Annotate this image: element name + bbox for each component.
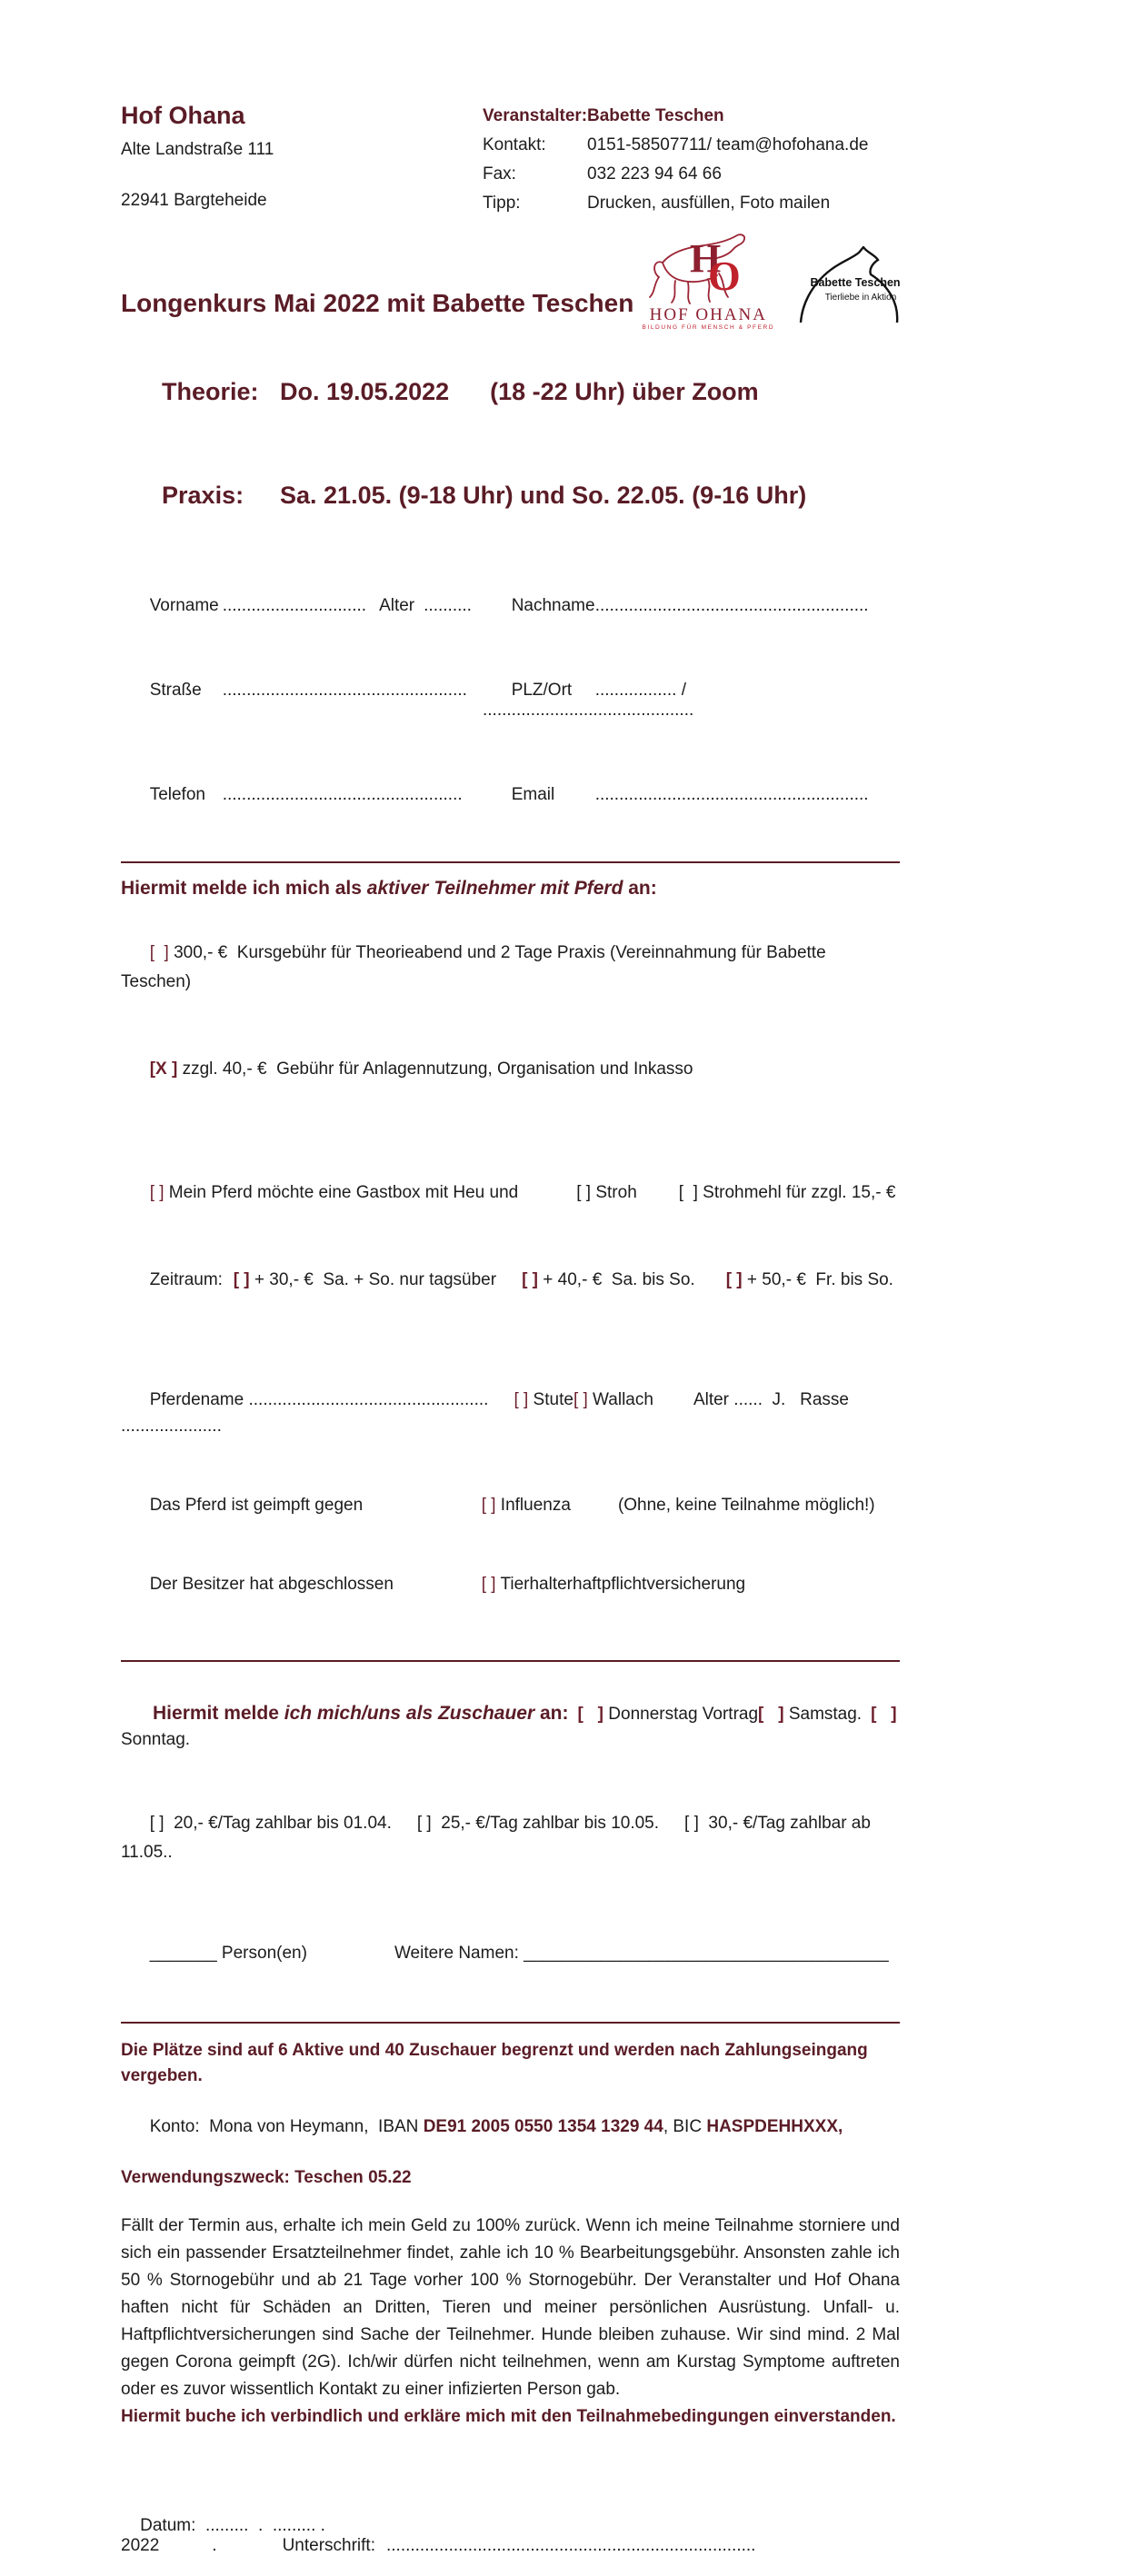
strasse-field[interactable]: ................................................... <box>222 681 467 700</box>
email-label: Email <box>511 785 555 804</box>
babette-teschen-logo <box>786 246 923 327</box>
zeitraum-label: Zeitraum: <box>149 1270 223 1289</box>
persons-row <box>121 1924 900 1984</box>
verwendungszweck: Verwendungszweck: Teschen 05.22 <box>121 2168 412 2187</box>
checkbox-sonntag[interactable]: [ ] <box>871 1705 897 1724</box>
checkbox-facility-fee[interactable]: [X ] <box>149 1059 178 1079</box>
checkbox-samstag[interactable]: [ ] <box>758 1705 784 1724</box>
stute-label: Stute <box>528 1390 573 1409</box>
plzort-label: PLZ/Ort <box>511 681 573 700</box>
names-label: Weitere Namen: <box>394 1944 524 1963</box>
nachname-field[interactable]: ......................................................... <box>594 596 869 615</box>
rasse-field[interactable]: ..................... <box>121 1417 222 1436</box>
section-divider <box>121 861 900 863</box>
checkbox-stute[interactable]: [ ] <box>514 1390 529 1409</box>
hof-ohana-logo <box>639 234 777 332</box>
plzort-slash: / <box>676 681 692 700</box>
header-left <box>121 102 483 218</box>
hof-logo-tagline: BILDUNG FÜR MENSCH & PFERD <box>642 323 775 331</box>
ort-field[interactable]: ............................................ <box>483 701 694 720</box>
active-heading-pre: Hiermit melde ich mich als <box>121 878 367 899</box>
price-30-text: 30,- €/Tag zahlbar ab 11.05.. <box>121 1814 876 1862</box>
facility-fee-text: zzgl. 40,- € Gebühr für Anlagennutzung, Organisation und Inkasso <box>177 1059 693 1079</box>
spectator-heading-post: an: <box>534 1703 569 1724</box>
spectator-section <box>121 1676 900 1984</box>
impf-note: (Ohne, keine Teilnahme möglich!) <box>617 1496 875 1515</box>
checkbox-zeitraum-sa-so-tags[interactable]: [ ] <box>233 1270 250 1289</box>
telefon-label: Telefon <box>149 785 205 804</box>
title-row <box>121 236 900 331</box>
zeitraum-row <box>121 1237 900 1324</box>
donnerstag-label: Donnerstag Vortrag <box>603 1705 759 1724</box>
organizer-value: Babette Teschen <box>587 106 724 125</box>
spectator-heading-pre: Hiermit melde <box>153 1703 284 1724</box>
telefon-row <box>121 765 483 825</box>
course-fee-row <box>121 910 900 1026</box>
insurance-label: Tierhalterhaftpflichtversicherung <box>495 1575 746 1594</box>
pferdename-row <box>121 1360 900 1466</box>
checkbox-donnerstag[interactable]: [ ] <box>577 1705 603 1724</box>
spectator-heading <box>121 1676 900 1776</box>
organizer-row <box>483 102 900 131</box>
capacity-note: Die Plätze sind auf 6 Aktive und 40 Zuschauer begrenzt und werden nach Zahlungseingang vergeben. <box>121 2041 868 2085</box>
checkbox-stroh[interactable]: [ ] <box>576 1183 592 1202</box>
datum-dot: . <box>212 2536 217 2555</box>
payment-section <box>121 2038 900 2191</box>
email-row <box>483 765 900 825</box>
schedule <box>121 345 900 542</box>
telefon-field[interactable]: .................................................. <box>222 785 463 804</box>
theory-line <box>121 345 900 438</box>
bic-label: , BIC <box>663 2117 707 2136</box>
babette-logo-name: Babette Teschen <box>810 276 901 289</box>
spectator-price-row <box>121 1780 900 1896</box>
babette-logo-tagline: Tierliebe in Aktion <box>825 293 897 303</box>
gastbox-text: Mein Pferd möchte eine Gastbox mit Heu und <box>164 1183 519 1202</box>
checkbox-price-25[interactable]: [ ] <box>416 1814 432 1833</box>
fax-row <box>483 160 900 189</box>
price-25-text: 25,- €/Tag zahlbar bis 10.05. <box>431 1814 660 1833</box>
theory-label: Theorie: <box>162 378 259 405</box>
price-20-text: 20,- €/Tag zahlbar bis 01.04. <box>164 1814 392 1833</box>
datum-label: Datum: <box>140 2516 205 2535</box>
checkbox-gastbox[interactable]: [ ] <box>149 1183 165 1202</box>
plzort-row <box>483 661 900 741</box>
fax-value: 032 223 94 64 66 <box>587 164 722 184</box>
praxis-label: Praxis: <box>162 482 244 509</box>
zeitraum-option2: + 40,- € Sa. bis So. <box>538 1270 695 1289</box>
page-title: Longenkurs Mai 2022 mit Babette Teschen <box>121 289 634 317</box>
alter-label: Alter <box>379 596 415 615</box>
vorname-label: Vorname <box>149 596 219 615</box>
contact-label: Kontakt: <box>483 135 546 154</box>
section-divider <box>121 1660 900 1662</box>
active-heading-em: aktiver Teilnehmer mit Pferd <box>366 878 623 899</box>
pferdename-field[interactable]: .................................................. <box>248 1390 489 1409</box>
horse-head-icon <box>786 246 923 323</box>
pferdename-label: Pferdename <box>149 1390 249 1409</box>
facility-fee-row <box>121 1026 900 1113</box>
owner-label: Der Besitzer hat abgeschlossen <box>149 1575 394 1594</box>
active-heading-post: an: <box>623 878 657 899</box>
contact-form <box>121 576 900 825</box>
monogram-o: O <box>708 252 742 299</box>
active-participant-section <box>121 877 900 1324</box>
gastbox-row <box>121 1149 900 1237</box>
checkbox-influenza[interactable]: [ ] <box>481 1496 496 1515</box>
vorname-field[interactable]: .............................. <box>222 596 367 615</box>
checkbox-zeitraum-fr-bis-so[interactable]: [ ] <box>725 1270 743 1289</box>
tip-label: Tipp: <box>483 194 521 213</box>
plz-field[interactable]: ................. <box>594 681 677 700</box>
checkbox-price-30[interactable]: [ ] <box>684 1814 699 1833</box>
influenza-label: Influenza <box>495 1496 571 1515</box>
konto-label: Konto: Mona von Heymann, IBAN <box>149 2117 424 2136</box>
impf-label: Das Pferd ist geimpft gegen <box>149 1496 364 1515</box>
vorname-row <box>121 576 483 636</box>
nachname-row <box>483 576 900 636</box>
wallach-label: Wallach <box>587 1390 653 1409</box>
alter-field[interactable]: .......... <box>424 596 472 615</box>
address-city: 22941 Bargteheide <box>121 191 267 210</box>
horse-icon <box>639 234 777 304</box>
organizer-label: Veranstalter: <box>483 106 588 125</box>
horse-alter-field[interactable]: ...... <box>729 1390 763 1409</box>
checkbox-price-20[interactable]: [ ] <box>149 1814 165 1833</box>
strohmehl-label: Strohmehl für zzgl. 15,- € <box>697 1183 896 1202</box>
tip-value: Drucken, ausfüllen, Foto mailen <box>587 194 831 213</box>
datum-field[interactable]: ......... . ......... . 2022 <box>121 2516 331 2555</box>
checkbox-course-fee[interactable]: [ ] <box>149 943 169 962</box>
horse-alter-unit: J. <box>762 1390 786 1409</box>
address-street: Alte Landstraße 111 <box>121 140 274 159</box>
tip-row <box>483 189 900 218</box>
stroh-label: Stroh <box>591 1183 637 1202</box>
theory-value: Do. 19.05.2022 (18 -22 Uhr) über Zoom <box>280 378 759 405</box>
persons-label: Person(en) <box>216 1944 307 1963</box>
header <box>121 102 900 218</box>
zeitraum-option3: + 50,- € Fr. bis So. <box>742 1270 893 1289</box>
persons-count-field[interactable]: _______ <box>149 1944 217 1963</box>
contact-row <box>483 131 900 160</box>
active-heading <box>121 877 900 900</box>
zeitraum-option1: + 30,- € Sa. + So. nur tagsüber <box>249 1270 497 1289</box>
bic-value: HASPDEHHXXX, <box>706 2117 843 2136</box>
terms-binding-sentence: Hiermit buche ich verbindlich und erkläre mich mit den Teilnahmebedingungen einverstanden. <box>121 2407 896 2426</box>
horse-section <box>121 1360 900 1624</box>
konto-row <box>121 2089 900 2165</box>
iban-value: DE91 2005 0550 1354 1329 44 <box>423 2117 663 2136</box>
praxis-value: Sa. 21.05. (9-18 Uhr) und So. 22.05. (9-16 Uhr) <box>280 482 807 509</box>
header-right <box>483 102 900 218</box>
fax-label: Fax: <box>483 164 516 184</box>
rasse-label: Rasse <box>785 1390 854 1409</box>
checkbox-insurance[interactable]: [ ] <box>481 1575 496 1594</box>
spectator-heading-em: ich mich/uns als Zuschauer <box>284 1703 535 1724</box>
monogram-h: H <box>690 235 722 281</box>
terms-paragraph: Fällt der Termin aus, erhalte ich mein Geld zu 100% zurück. Wenn ich meine Teilnahme storniere und sich ein passender Ersatzteilnehmer findet, zahle ich 10 % Bearbeitungsgebühr. Ansonsten zahle ich 50 % Stornogebühr und ab 21 Tage vorher 100 % Stornogebühr. Der Veranstalter und Hof Ohana haften nicht für Schäden an Dritten, Tieren und meiner persönlichen Ausrüstung. Unfall- u. Haftpflichtversicherungen sind Sache der Teilnehmer. Hunde bleiben zuhause. Wir sind mind. 2 Mal gegen Corona geimpft (2G). Ich/wir dürfen nicht teilnehmen, wenn am Kurstag Symptome auftreten oder es zuvor wissentlich Kontakt zu einer infizierten Person gab. <box>121 2216 900 2399</box>
unterschrift-label: Unterschrift: <box>282 2536 375 2555</box>
contact-value: 0151-58507711/ team@hofohana.de <box>587 135 869 154</box>
strasse-row <box>121 661 483 741</box>
strasse-label: Straße <box>149 681 202 700</box>
section-divider <box>121 2022 900 2024</box>
impf-row <box>121 1466 900 1545</box>
hof-logo-name: HOF OHANA <box>649 304 767 324</box>
signature-row <box>121 2496 900 2576</box>
names-field[interactable]: ______________________________________ <box>524 1944 889 1963</box>
email-field[interactable]: ......................................................... <box>594 785 869 804</box>
nachname-label: Nachname <box>511 596 595 615</box>
checkbox-strohmehl[interactable]: [ ] <box>678 1183 698 1202</box>
insurance-row <box>121 1545 900 1624</box>
samstag-label: Samstag. <box>783 1705 863 1724</box>
unterschrift-field[interactable]: ............................................................................. <box>385 2536 756 2555</box>
praxis-line <box>121 449 900 542</box>
course-fee-text: 300,- € Kursgebühr für Theorieabend und 2 Tage Praxis (Vereinnahmung für Babette Teschen) <box>121 943 831 991</box>
sonntag-label: Sonntag. <box>121 1705 902 1749</box>
horse-alter-label: Alter <box>693 1390 730 1409</box>
checkbox-zeitraum-sa-bis-so[interactable]: [ ] <box>522 1270 539 1289</box>
checkbox-wallach[interactable]: [ ] <box>573 1390 588 1409</box>
company-name: Hof Ohana <box>121 102 245 129</box>
